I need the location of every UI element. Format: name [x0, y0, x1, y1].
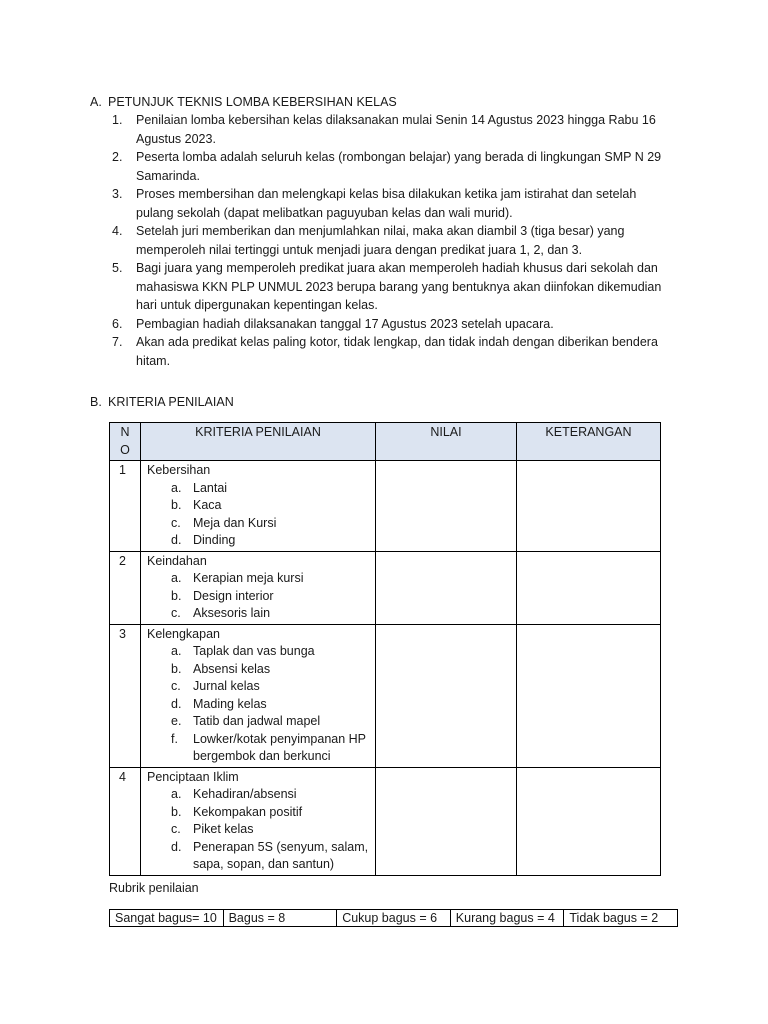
subitem-text: Kaca: [193, 498, 222, 512]
rule-item: [110, 333, 670, 370]
rubric-row: [110, 910, 678, 927]
nilai-cell[interactable]: [376, 551, 517, 624]
row-number: 2: [110, 551, 141, 624]
subitem-letter: c.: [171, 822, 181, 836]
header-kriteria: KRITERIA PENILAIAN: [141, 423, 376, 461]
subitem-letter: e.: [171, 714, 182, 728]
criteria-header-row: [110, 423, 661, 461]
nilai-cell[interactable]: [376, 624, 517, 767]
row-number: 3: [110, 624, 141, 767]
criteria-cell: [141, 551, 376, 624]
section-a-letter: A.: [90, 95, 102, 109]
header-no: NO: [110, 423, 141, 461]
criteria-cell: [141, 461, 376, 552]
subitem-text: Kerapian meja kursi: [193, 571, 304, 585]
rule-text: Akan ada predikat kelas paling kotor, tidak lengkap, dan tidak indah dengan diberikan bendera hitam.: [136, 335, 658, 368]
subitem-text: Taplak dan vas bunga: [193, 644, 315, 658]
subitem-text: Mading kelas: [193, 696, 267, 711]
subitem-letter: b.: [171, 588, 182, 603]
rule-item: [110, 185, 670, 222]
criteria-cell: [141, 767, 376, 875]
nilai-cell[interactable]: [376, 767, 517, 875]
criteria-sublist: [147, 643, 369, 766]
rubric-label: Rubrik penilaian: [109, 881, 199, 895]
header-keterangan: KETERANGAN: [517, 423, 661, 461]
subitem-text: Piket kelas: [193, 822, 254, 836]
criteria-subitem: [169, 532, 369, 550]
criteria-title: Kelengkapan: [147, 626, 220, 641]
keterangan-cell[interactable]: [517, 551, 661, 624]
criteria-subitem: [169, 661, 369, 679]
subitem-letter: a.: [171, 787, 182, 801]
rubric-cell: Kurang bagus = 4: [450, 910, 564, 927]
criteria-subitem: [169, 696, 369, 714]
criteria-title: Penciptaan Iklim: [147, 769, 239, 784]
rubric-cell: Bagus = 8: [223, 910, 337, 927]
rule-item: [110, 111, 670, 148]
subitem-text: Lowker/kotak penyimpanan HP bergembok dan berkunci: [193, 731, 366, 763]
rule-number: 4.: [112, 224, 123, 238]
criteria-row: [110, 461, 661, 552]
subitem-letter: c.: [171, 515, 181, 530]
row-number: 1: [110, 461, 141, 552]
rubric-table: [109, 909, 678, 927]
row-number: 4: [110, 767, 141, 875]
criteria-row: [110, 624, 661, 767]
rubric-cell: Sangat bagus= 10: [110, 910, 224, 927]
rule-number: 1.: [112, 113, 123, 127]
criteria-row: [110, 551, 661, 624]
rule-text: Setelah juri memberikan dan menjumlahkan nilai, maka akan diambil 3 (tiga besar) yang memperoleh nilai tertinggi untuk menjadi juara dengan predikat juara 1, 2, dan 3.: [136, 224, 625, 257]
criteria-subitem: [169, 497, 369, 515]
criteria-subitem: [169, 839, 369, 874]
criteria-table: [109, 422, 661, 876]
rule-number: 6.: [112, 316, 123, 331]
criteria-subitem: [169, 713, 369, 731]
section-b-letter: B.: [90, 395, 102, 409]
subitem-text: Design interior: [193, 588, 274, 603]
criteria-subitem: [169, 643, 369, 661]
criteria-subitem: [169, 804, 369, 822]
subitem-letter: d.: [171, 533, 182, 547]
rule-text: Penilaian lomba kebersihan kelas dilaksanakan mulai Senin 14 Agustus 2023 hingga Rabu 16 Agustus 2023.: [136, 113, 656, 146]
keterangan-cell[interactable]: [517, 461, 661, 552]
criteria-subitem: [169, 678, 369, 696]
subitem-letter: a.: [171, 480, 182, 495]
rule-text: Pembagian hadiah dilaksanakan tanggal 17 Agustus 2023 setelah upacara.: [136, 316, 554, 331]
rule-item: [110, 259, 670, 315]
keterangan-cell[interactable]: [517, 624, 661, 767]
section-b-title: KRITERIA PENILAIAN: [108, 395, 234, 409]
rule-item: [110, 315, 670, 334]
criteria-title: Keindahan: [147, 553, 207, 568]
rule-text: Bagi juara yang memperoleh predikat juara akan memperoleh hadiah khusus dari sekolah dan mahasiswa KKN PLP UNMUL 2023 berupa barang yang bentuknya akan diinfokan dikemudian hari untuk dipergunakan kepentingan kelas.: [136, 261, 662, 312]
rule-number: 5.: [112, 261, 123, 275]
subitem-letter: f.: [171, 731, 178, 746]
subitem-text: Aksesoris lain: [193, 606, 271, 620]
criteria-subitem: [169, 480, 369, 498]
subitem-letter: a.: [171, 644, 182, 658]
section-a-title: PETUNJUK TEKNIS LOMBA KEBERSIHAN KELAS: [108, 95, 397, 109]
rule-item: [110, 148, 670, 185]
subitem-letter: c.: [171, 679, 181, 693]
subitem-letter: d.: [171, 696, 182, 711]
criteria-cell: [141, 624, 376, 767]
section-a-heading: [90, 93, 397, 111]
subitem-text: Kekompakan positif: [193, 804, 303, 819]
criteria-subitem: [169, 588, 369, 606]
subitem-text: Jurnal kelas: [193, 679, 260, 693]
header-nilai: NILAI: [376, 423, 517, 461]
subitem-text: Absensi kelas: [193, 661, 271, 676]
criteria-subitem: [169, 570, 369, 588]
subitem-letter: c.: [171, 606, 181, 620]
rule-item: [110, 222, 670, 259]
criteria-subitem: [169, 515, 369, 533]
rule-number: 2.: [112, 150, 123, 164]
subitem-letter: a.: [171, 571, 182, 585]
criteria-title: Kebersihan: [147, 463, 211, 477]
nilai-cell[interactable]: [376, 461, 517, 552]
criteria-subitem: [169, 605, 369, 623]
subitem-text: Tatib dan jadwal mapel: [193, 714, 321, 728]
criteria-row: [110, 767, 661, 875]
rules-list: [110, 111, 670, 370]
subitem-text: Lantai: [193, 480, 228, 495]
rule-text: Proses membersihan dan melengkapi kelas bisa dilakukan ketika jam istirahat dan setelah pulang sekolah (dapat melibatkan paguyuban kelas dan wali murid).: [136, 187, 637, 220]
rule-text: Peserta lomba adalah seluruh kelas (rombongan belajar) yang berada di lingkungan SMP N 29 Samarinda.: [136, 150, 662, 183]
criteria-subitem: [169, 731, 369, 766]
subitem-letter: b.: [171, 498, 182, 512]
subitem-letter: b.: [171, 661, 182, 676]
subitem-letter: d.: [171, 839, 182, 854]
subitem-text: Kehadiran/absensi: [193, 787, 297, 801]
keterangan-cell[interactable]: [517, 767, 661, 875]
criteria-subitem: [169, 821, 369, 839]
subitem-text: Penerapan 5S (senyum, salam, sapa, sopan, dan santun): [193, 839, 369, 871]
rubric-cell: Tidak bagus = 2: [564, 910, 678, 927]
section-b-heading: [90, 393, 234, 411]
subitem-text: Meja dan Kursi: [193, 515, 277, 530]
criteria-sublist: [147, 480, 369, 550]
subitem-letter: b.: [171, 804, 182, 819]
subitem-text: Dinding: [193, 533, 236, 547]
rule-number: 7.: [112, 335, 123, 349]
criteria-sublist: [147, 786, 369, 874]
criteria-sublist: [147, 570, 369, 623]
criteria-subitem: [169, 786, 369, 804]
rubric-cell: Cukup bagus = 6: [337, 910, 451, 927]
rule-number: 3.: [112, 187, 123, 201]
